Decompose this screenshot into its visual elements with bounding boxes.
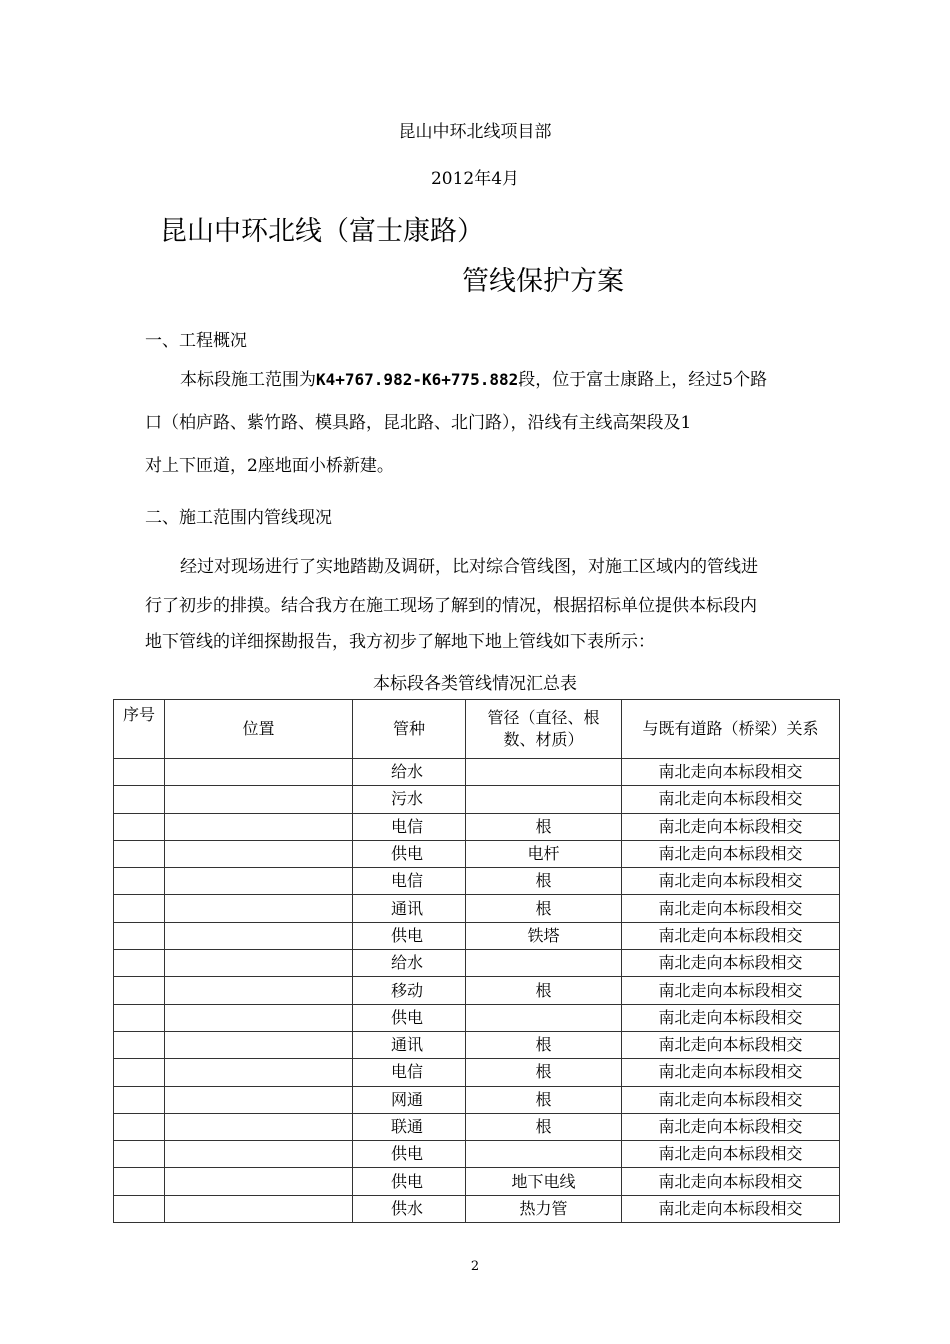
cell-kind: 供水: [353, 1195, 466, 1222]
cell-spec: 根: [466, 1086, 622, 1113]
cell-kind: 移动: [353, 977, 466, 1004]
table-row: [114, 868, 840, 895]
cell-kind: 供电: [353, 1168, 466, 1195]
cell-relation: 南北走向本标段相交: [622, 1141, 840, 1168]
cell-relation: 南北走向本标段相交: [622, 840, 840, 867]
section1-heading: 一、工程概况: [145, 331, 247, 351]
cell-relation: 南北走向本标段相交: [622, 950, 840, 977]
cell-location: [165, 1195, 353, 1222]
cell-relation: 南北走向本标段相交: [622, 1059, 840, 1086]
cell-kind: 给水: [353, 759, 466, 786]
cell-seq: [114, 1113, 165, 1140]
cell-relation: 南北走向本标段相交: [622, 1086, 840, 1113]
table-row: [114, 1059, 840, 1086]
table-row: [114, 1031, 840, 1058]
stake-range: K4+767.982-K6+775.882: [316, 370, 519, 389]
table-header-row: [114, 700, 840, 759]
cell-spec: 地下电线: [466, 1168, 622, 1195]
cell-seq: [114, 1031, 165, 1058]
cell-seq: [114, 759, 165, 786]
cell-relation: 南北走向本标段相交: [622, 759, 840, 786]
section1-paragraph-line1: [180, 369, 767, 391]
cell-spec: 根: [466, 1059, 622, 1086]
cell-spec: 热力管: [466, 1195, 622, 1222]
cell-kind: 供电: [353, 840, 466, 867]
cell-spec: [466, 759, 622, 786]
table-row: [114, 840, 840, 867]
cell-seq: [114, 1004, 165, 1031]
header-location: 位置: [165, 700, 353, 759]
cell-seq: [114, 1086, 165, 1113]
cell-spec: 电杆: [466, 840, 622, 867]
table-row: [114, 895, 840, 922]
cell-kind: 供电: [353, 1141, 466, 1168]
cell-spec: 铁塔: [466, 922, 622, 949]
cell-location: [165, 950, 353, 977]
cell-location: [165, 868, 353, 895]
header-spec-line2: 数、材质）: [503, 730, 584, 749]
table-row: [114, 1168, 840, 1195]
cell-kind: 联通: [353, 1113, 466, 1140]
section2-paragraph-line2: 行了初步的排摸。结合我方在施工现场了解到的情况，根据招标单位提供本标段内: [145, 596, 757, 616]
cell-location: [165, 786, 353, 813]
cell-location: [165, 1031, 353, 1058]
document-title-line2: 管线保护方案: [462, 266, 624, 297]
cell-spec: 根: [466, 977, 622, 1004]
cell-location: [165, 1113, 353, 1140]
header-spec: [466, 700, 622, 759]
cell-spec: 根: [466, 1031, 622, 1058]
organization-line: 昆山中环北线项目部: [398, 122, 552, 142]
cell-relation: 南北走向本标段相交: [622, 1004, 840, 1031]
table-row: [114, 1086, 840, 1113]
section1-text-a: 本标段施工范围为: [180, 370, 316, 390]
table-row: [114, 950, 840, 977]
cell-seq: [114, 1195, 165, 1222]
cell-location: [165, 895, 353, 922]
table-row: [114, 786, 840, 813]
cell-spec: 根: [466, 813, 622, 840]
pipeline-summary-table: [113, 699, 840, 1223]
cell-kind: 供电: [353, 922, 466, 949]
cell-kind: 网通: [353, 1086, 466, 1113]
cell-relation: 南北走向本标段相交: [622, 1113, 840, 1140]
cell-location: [165, 922, 353, 949]
cell-location: [165, 813, 353, 840]
cell-relation: 南北走向本标段相交: [622, 895, 840, 922]
cell-relation: 南北走向本标段相交: [622, 922, 840, 949]
cell-spec: [466, 786, 622, 813]
date-line: 2012年4月: [430, 169, 520, 189]
cell-location: [165, 1168, 353, 1195]
cell-spec: 根: [466, 895, 622, 922]
document-title-line1: 昆山中环北线（富士康路）: [160, 216, 484, 247]
cell-location: [165, 1059, 353, 1086]
cell-relation: 南北走向本标段相交: [622, 1168, 840, 1195]
cell-seq: [114, 977, 165, 1004]
cell-kind: 电信: [353, 868, 466, 895]
cell-seq: [114, 1059, 165, 1086]
cell-kind: 通讯: [353, 1031, 466, 1058]
cell-relation: 南北走向本标段相交: [622, 786, 840, 813]
table-caption: 本标段各类管线情况汇总表: [373, 674, 577, 694]
cell-seq: [114, 840, 165, 867]
cell-seq: [114, 922, 165, 949]
cell-seq: [114, 1168, 165, 1195]
cell-seq: [114, 813, 165, 840]
cell-location: [165, 977, 353, 1004]
section1-text-b: 段，位于富士康路上，经过5个路: [518, 370, 768, 390]
table-row: [114, 1113, 840, 1140]
section2-paragraph-line1: 经过对现场进行了实地踏勘及调研，比对综合管线图，对施工区域内的管线进: [180, 557, 758, 577]
section2-heading: 二、施工范围内管线现况: [145, 508, 332, 528]
header-relation: 与既有道路（桥梁）关系: [622, 700, 840, 759]
table-row: [114, 759, 840, 786]
cell-location: [165, 1004, 353, 1031]
page-number: 2: [470, 1259, 480, 1274]
header-spec-line1: 管径（直径、根: [487, 708, 600, 727]
cell-seq: [114, 1141, 165, 1168]
table-row: [114, 977, 840, 1004]
cell-kind: 给水: [353, 950, 466, 977]
cell-spec: [466, 950, 622, 977]
table-row: [114, 922, 840, 949]
cell-spec: [466, 1141, 622, 1168]
cell-location: [165, 1141, 353, 1168]
cell-kind: 供电: [353, 1004, 466, 1031]
header-kind: 管种: [353, 700, 466, 759]
cell-kind: 通讯: [353, 895, 466, 922]
cell-seq: [114, 895, 165, 922]
cell-seq: [114, 786, 165, 813]
cell-location: [165, 1086, 353, 1113]
cell-relation: 南北走向本标段相交: [622, 1031, 840, 1058]
section2-paragraph-line3: 地下管线的详细探勘报告，我方初步了解地下地上管线如下表所示：: [145, 632, 655, 652]
cell-relation: 南北走向本标段相交: [622, 813, 840, 840]
cell-location: [165, 840, 353, 867]
header-seq: 序号: [114, 700, 165, 759]
cell-seq: [114, 868, 165, 895]
cell-relation: 南北走向本标段相交: [622, 977, 840, 1004]
section1-paragraph-line2: 口（柏庐路、紫竹路、模具路，昆北路、北门路），沿线有主线高架段及1: [145, 413, 692, 433]
cell-relation: 南北走向本标段相交: [622, 1195, 840, 1222]
table-row: [114, 1141, 840, 1168]
cell-seq: [114, 950, 165, 977]
cell-spec: [466, 1004, 622, 1031]
cell-kind: 污水: [353, 786, 466, 813]
cell-kind: 电信: [353, 1059, 466, 1086]
cell-location: [165, 759, 353, 786]
section1-paragraph-line3: 对上下匝道，2座地面小桥新建。: [145, 456, 394, 476]
cell-relation: 南北走向本标段相交: [622, 868, 840, 895]
table-row: [114, 1004, 840, 1031]
cell-spec: 根: [466, 868, 622, 895]
table-row: [114, 813, 840, 840]
cell-spec: 根: [466, 1113, 622, 1140]
cell-kind: 电信: [353, 813, 466, 840]
table-row: [114, 1195, 840, 1222]
